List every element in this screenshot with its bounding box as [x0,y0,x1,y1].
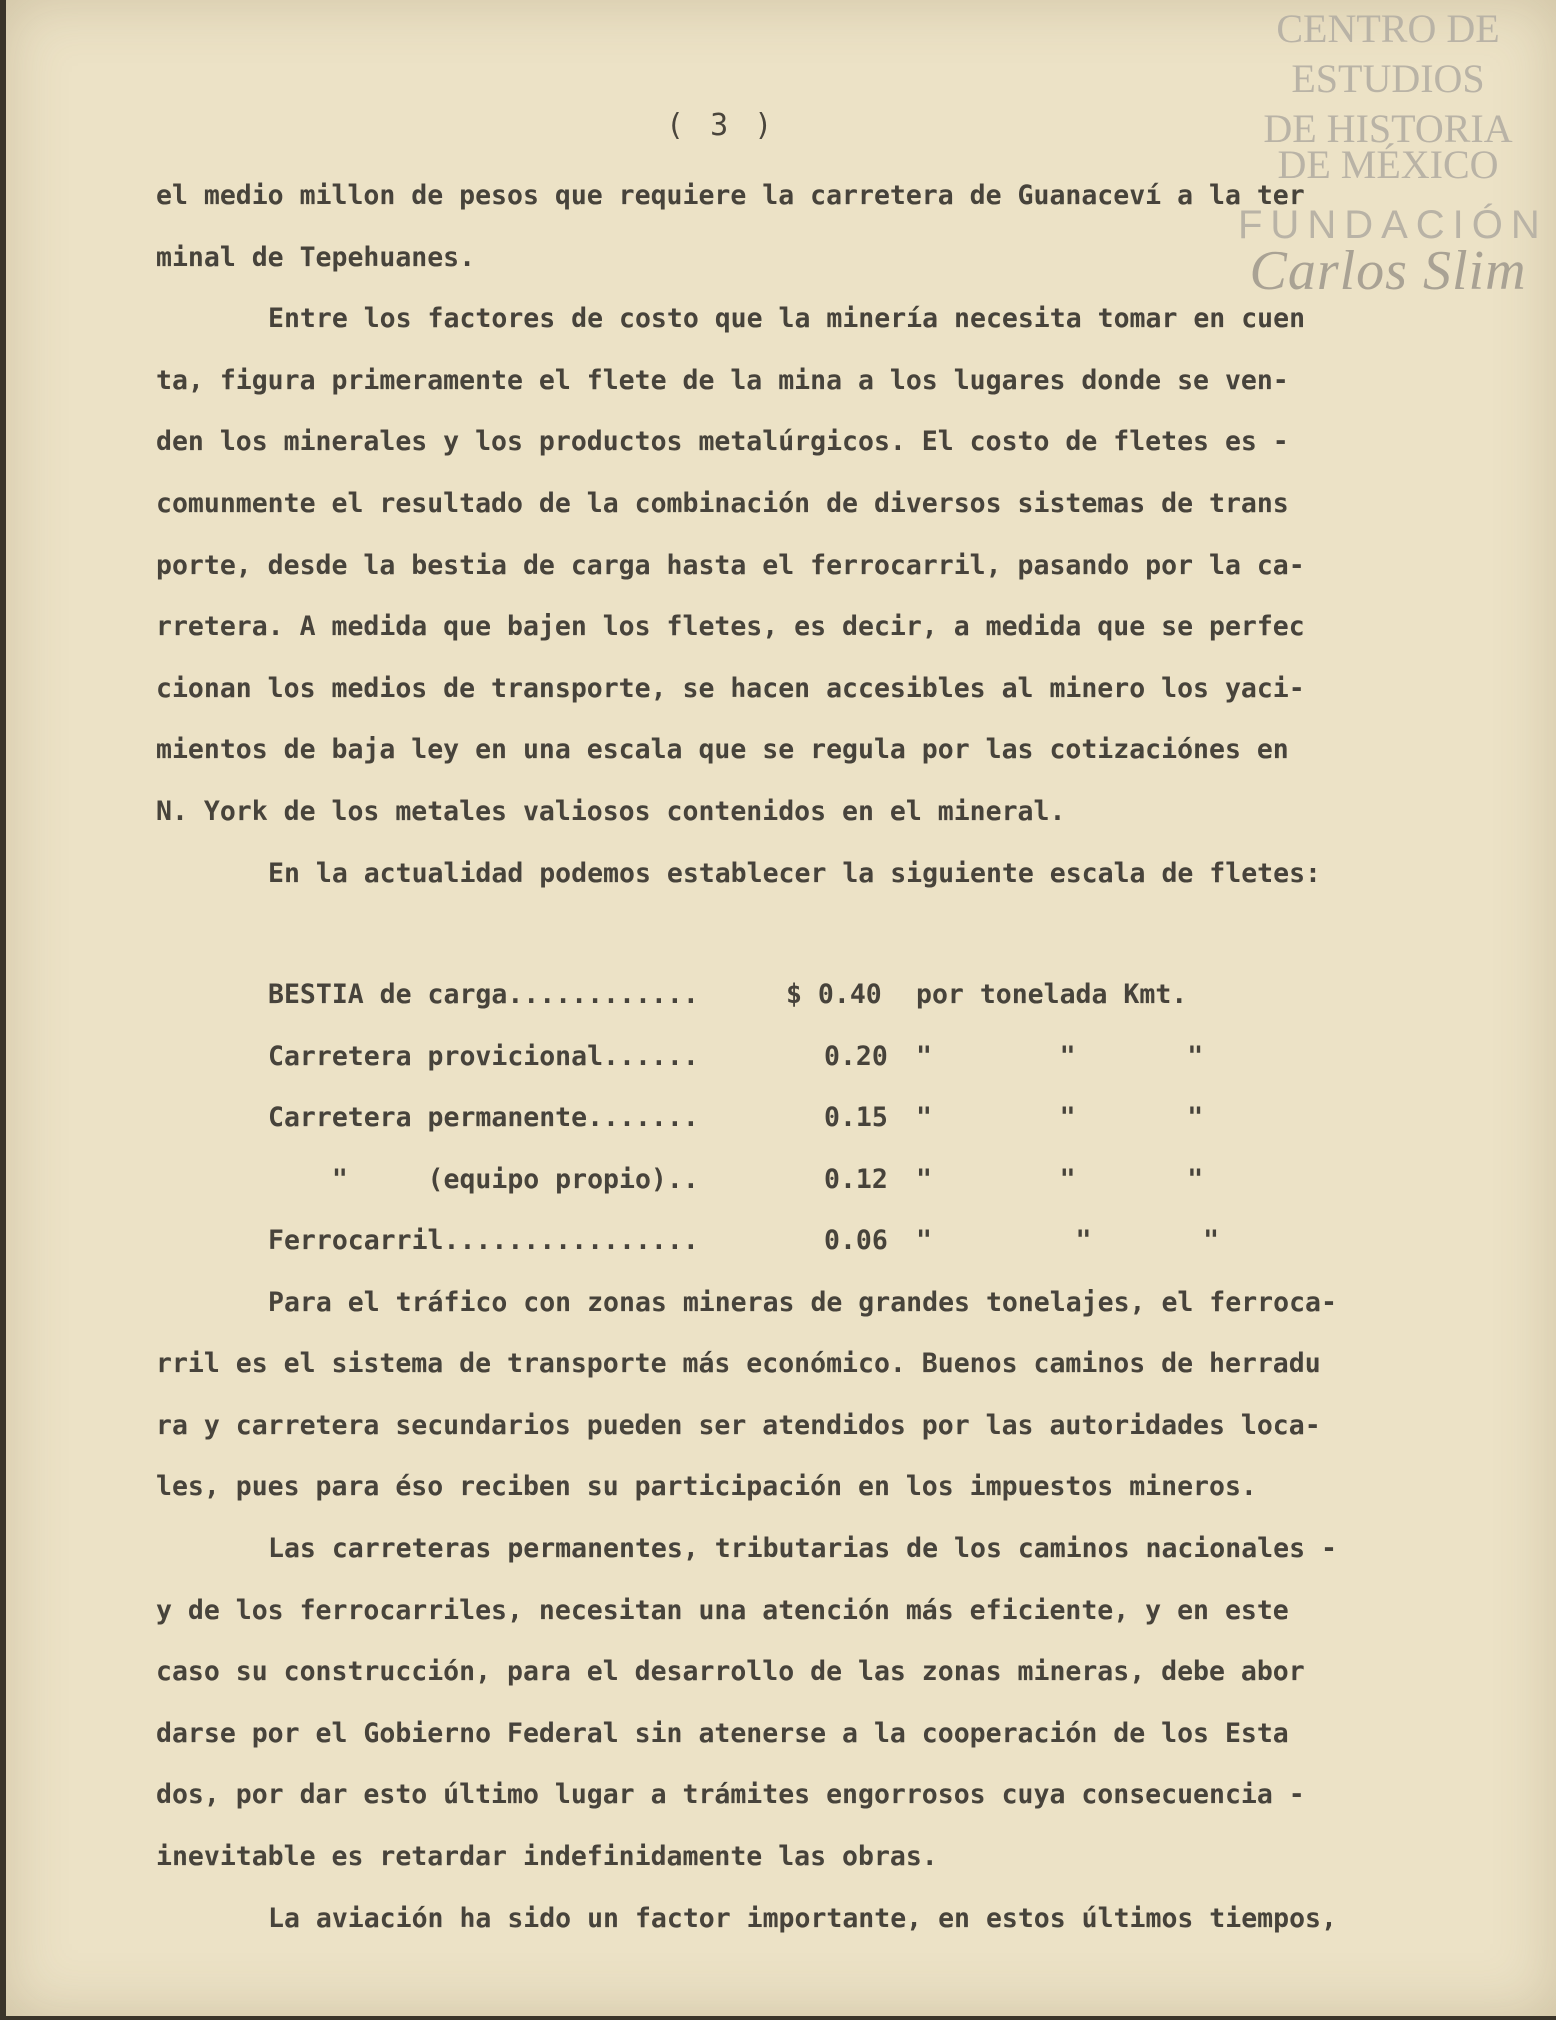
rate-item: " (equipo propio).. [268,1163,699,1195]
freight-rate-table [156,964,1486,1272]
watermark-signature: Carlos Slim [1249,240,1527,302]
text-line: den los minerales y los productos metalúrgicos. El costo de fletes es - [156,426,1289,458]
text-line: mientos de baja ley en una escala que se regula por las cotizaciónes en [156,734,1289,766]
text-line: rril es el sistema de transporte más económico. Buenos caminos de herradu [156,1348,1321,1380]
rate-row [156,1210,1486,1272]
text-line: Las carreteras permanentes, tributarias de los caminos nacionales - [268,1533,1337,1564]
rate-item: BESTIA de carga............ [268,979,699,1011]
page-number: ( 3 ) [666,108,777,143]
rate-unit: " " " [916,1163,1204,1195]
watermark-line: CENTRO DE [1276,6,1500,51]
watermark-line: DE HISTORIA [1263,106,1513,151]
rate-unit: por tonelada Kmt. [916,979,1188,1011]
spacer [156,904,1486,964]
rate-item: Ferrocarril................ [268,1225,699,1257]
text-line: porte, desde la bestia de carga hasta el ferrocarril, pasando por la ca- [156,549,1305,581]
rate-row [156,1026,1486,1088]
text-line: darse por el Gobierno Federal sin atenerse a la cooperación de los Esta [156,1717,1289,1749]
text-line: N. York de los metales valiosos contenidos en el mineral. [156,795,1066,827]
rate-unit: " " " [916,1102,1204,1134]
rate-row [156,964,1486,1026]
text-line: cionan los medios de transporte, se hacen accesibles al minero los yaci- [156,672,1305,704]
text-line: dos, por dar esto último lugar a trámites engorrosos cuya consecuencia - [156,1779,1305,1811]
text-line: La aviación ha sido un factor importante, en estos últimos tiempos, [268,1902,1337,1934]
rate-row [156,1087,1486,1149]
rate-amount: 0.15 [824,1102,888,1134]
text-line: ta, figura primeramente el flete de la mina a los lugares donde se ven- [156,364,1289,396]
rate-amount: 0.12 [824,1163,888,1195]
watermark-foundation: FUNDACIÓN [1238,203,1548,247]
rate-amount: $ 0.40 [786,979,882,1011]
rate-row [156,1149,1486,1211]
text-line: Para el tráfico con zonas mineras de grandes tonelajes, el ferroca- [268,1286,1337,1318]
rate-amount: 0.20 [824,1040,888,1072]
text-line: y de los ferrocarriles, necesitan una atención más eficiente, y en este [156,1594,1289,1626]
text-line: minal de Tepehuanes. [156,241,476,273]
text-line: inevitable es retardar indefinidamente las obras. [156,1840,938,1872]
rate-amount: 0.06 [824,1225,888,1257]
text-line: les, pues para éso reciben su participación en los impuestos mineros. [156,1471,1257,1503]
text-line: caso su construcción, para el desarrollo de las zonas mineras, debe abor [156,1656,1305,1688]
text-line: Entre los factores de costo que la minería necesita tomar en cuen [268,303,1306,335]
text-line: rretera. A medida que bajen los fletes, es decir, a medida que se perfec [156,611,1305,643]
text-line: ra y carretera secundarios pueden ser atendidos por las autoridades loca- [156,1409,1321,1441]
text-line: comunmente el resultado de la combinación de diversos sistemas de trans [156,487,1289,519]
text-line: En la actualidad podemos establecer la siguiente escala de fletes: [268,857,1321,889]
rate-item: Carretera permanente....... [268,1102,699,1134]
rate-unit: " " " [916,1225,1220,1257]
watermark-line: DE MÉXICO [1277,142,1499,187]
text-line: el medio millon de pesos que requiere la carretera de Guanaceví a la ter [156,180,1305,211]
rate-item: Carretera provicional...... [268,1040,699,1072]
watermark-line: ESTUDIOS [1291,56,1485,101]
rate-unit: " " " [916,1040,1204,1072]
typed-text-body [156,165,1486,1949]
